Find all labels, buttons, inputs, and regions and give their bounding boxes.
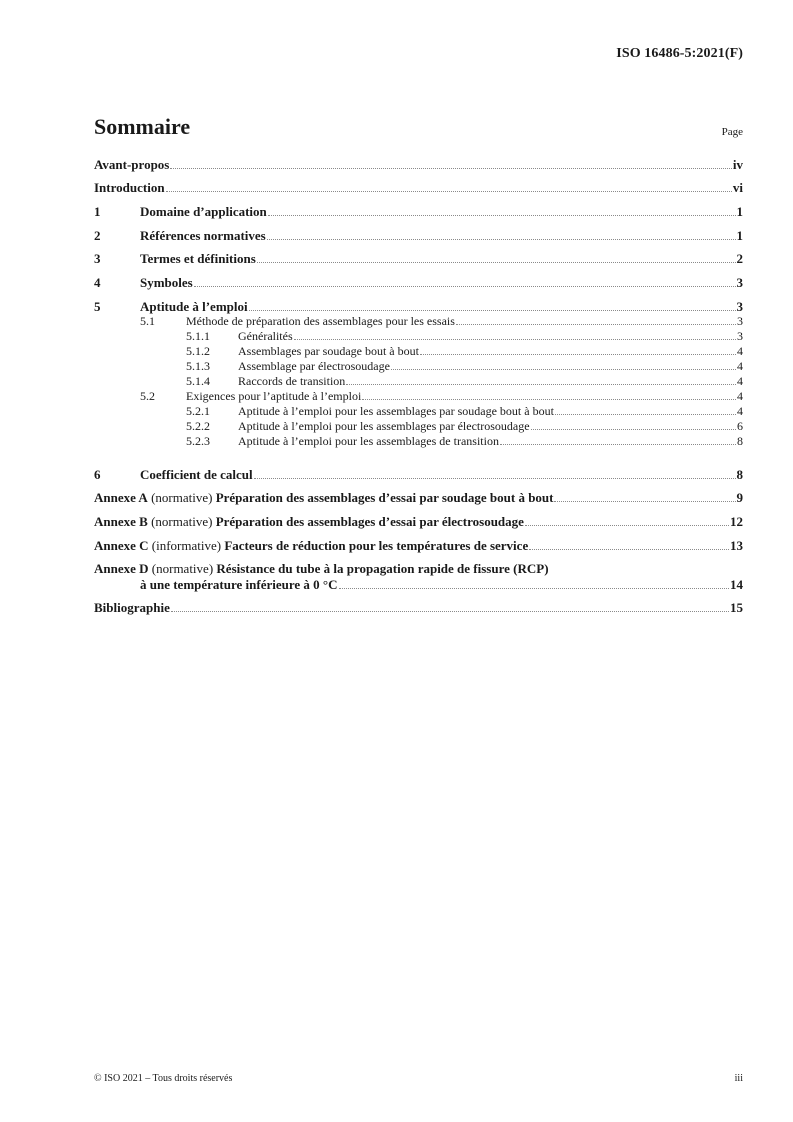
- dot-leader: [500, 444, 736, 445]
- dot-leader: [268, 215, 736, 216]
- toc-entry-page: iv: [732, 157, 743, 172]
- toc-entry-number: 6: [94, 467, 101, 482]
- toc-entry-5-2-3[interactable]: [94, 434, 743, 449]
- dot-leader: [194, 286, 736, 287]
- toc-entry-page: 4: [737, 374, 743, 388]
- toc-entry-page: 3: [737, 314, 743, 328]
- toc-entry-page: 4: [737, 404, 743, 418]
- toc-entry-1[interactable]: [94, 204, 743, 220]
- annex-title: Facteurs de réduction pour les températures de service: [224, 538, 529, 553]
- toc-entry-annex-a[interactable]: [94, 490, 743, 506]
- toc-entry-page: 2: [736, 251, 743, 266]
- annex-title: Préparation des assemblages d’essai par électrosoudage: [215, 514, 524, 529]
- toc-entry-page: 15: [730, 600, 743, 615]
- toc-entry-page: 14: [730, 577, 743, 592]
- dot-leader: [166, 191, 732, 192]
- dot-leader: [171, 611, 729, 612]
- dot-leader: [257, 262, 736, 263]
- toc-entry-page: 13: [730, 538, 743, 553]
- toc-entry-title: Symboles: [140, 275, 193, 290]
- dot-leader: [529, 549, 729, 550]
- toc-title-row: [94, 110, 743, 140]
- toc-entry-number: 5.2: [140, 389, 155, 403]
- toc-entry-page: 8: [736, 467, 743, 482]
- page-number: iii: [734, 1073, 743, 1084]
- toc-entry-5-2-2[interactable]: [94, 419, 743, 434]
- dot-leader: [254, 478, 736, 479]
- toc-entry-number: 5.2.2: [186, 419, 210, 433]
- toc-entry-title: Références normatives: [140, 228, 266, 243]
- toc-entry-5-1[interactable]: [94, 314, 743, 329]
- toc-entry-page: 3: [736, 275, 743, 290]
- annex-label: Annexe D: [94, 561, 149, 576]
- toc-entry-title: Introduction: [94, 180, 165, 195]
- page-footer: [94, 1073, 743, 1087]
- toc-entry-number: 5.2.1: [186, 404, 210, 418]
- toc-entry-5-2-1[interactable]: [94, 404, 743, 419]
- toc-entry-title: Aptitude à l’emploi pour les assemblages par soudage bout à bout: [238, 404, 554, 418]
- toc-entry-page: 4: [737, 389, 743, 403]
- dot-leader: [420, 354, 736, 355]
- annex-type: (normative): [151, 561, 214, 576]
- toc-entry-number: 1: [94, 204, 101, 219]
- toc-entry-number: 5.1.1: [186, 329, 210, 343]
- toc-entry-page: 8: [737, 434, 743, 448]
- toc-entry-introduction[interactable]: [94, 180, 743, 196]
- toc-entry-number: 5.1.4: [186, 374, 210, 388]
- toc-entry-title: Aptitude à l’emploi pour les assemblages de transition: [238, 434, 499, 448]
- toc-entry-6[interactable]: [94, 467, 743, 483]
- toc-entry-5-1-4[interactable]: [94, 374, 743, 389]
- toc-entry-number: 2: [94, 228, 101, 243]
- annex-type: (informative): [151, 538, 222, 553]
- toc-entry-title: Aptitude à l’emploi pour les assemblages par électrosoudage: [238, 419, 530, 433]
- dot-leader: [456, 324, 736, 325]
- toc-entry-number: 3: [94, 251, 101, 266]
- annex-label: Annexe A: [94, 490, 148, 505]
- toc-entry-number: 5.1.3: [186, 359, 210, 373]
- toc-entry-page: 3: [737, 329, 743, 343]
- toc-entry-page: 4: [737, 344, 743, 358]
- annex-type: (normative): [151, 514, 213, 529]
- toc-entry-number: 5.2.3: [186, 434, 210, 448]
- annex-title: Préparation des assemblages d’essai par soudage bout à bout: [215, 490, 554, 505]
- toc-entry-page: 12: [730, 514, 743, 529]
- dot-leader: [391, 369, 736, 370]
- toc-entry-title: Généralités: [238, 329, 293, 343]
- toc-entry-page: 1: [736, 228, 743, 243]
- toc-entry-5[interactable]: [94, 299, 743, 315]
- toc-entry-title: Assemblages par soudage bout à bout: [238, 344, 419, 358]
- toc-entry-page: 9: [736, 490, 743, 505]
- toc-entry-number: 4: [94, 275, 101, 290]
- toc-entry-title: Raccords de transition: [238, 374, 346, 388]
- toc-entry-3[interactable]: [94, 251, 743, 267]
- copyright-notice: © ISO 2021 – Tous droits réservés: [94, 1073, 233, 1084]
- toc-entry-annex-d[interactable]: [94, 561, 743, 577]
- toc-entry-foreword[interactable]: [94, 157, 743, 173]
- toc-entry-bibliography[interactable]: [94, 600, 743, 616]
- dot-leader: [346, 384, 736, 385]
- toc-entry-5-1-3[interactable]: [94, 359, 743, 374]
- toc-entry-annex-b[interactable]: [94, 514, 743, 530]
- document-reference: ISO 16486-5:2021(F): [616, 46, 743, 61]
- toc-entry-title: Assemblage par électrosoudage: [238, 359, 390, 373]
- toc-entry-5-2[interactable]: [94, 389, 743, 404]
- toc-title: Sommaire: [94, 114, 191, 139]
- dot-leader: [170, 168, 732, 169]
- toc-entry-page: 3: [736, 299, 743, 314]
- toc-entry-annex-c[interactable]: [94, 538, 743, 554]
- dot-leader: [555, 414, 736, 415]
- dot-leader: [525, 525, 729, 526]
- toc-entry-number: 5: [94, 299, 101, 314]
- dot-leader: [294, 339, 736, 340]
- toc-entry-2[interactable]: [94, 228, 743, 244]
- annex-title-continued: à une température inférieure à 0 °C: [140, 577, 338, 592]
- toc-entry-title: Termes et définitions: [140, 251, 256, 266]
- toc-entry-title: Exigences pour l’aptitude à l’emploi: [186, 389, 362, 403]
- toc-entry-title: Domaine d’application: [140, 204, 267, 219]
- toc-entry-5-1-1[interactable]: [94, 329, 743, 344]
- toc-entry-page: vi: [732, 180, 743, 195]
- toc-entry-page: 1: [736, 204, 743, 219]
- dot-leader: [267, 239, 736, 240]
- toc-entry-number: 5.1: [140, 314, 155, 328]
- dot-leader: [339, 588, 729, 589]
- dot-leader: [554, 501, 735, 502]
- annex-title: Résistance du tube à la propagation rapide de fissure (RCP): [216, 561, 549, 576]
- toc-entry-annex-d-line2[interactable]: [94, 577, 743, 593]
- toc-entry-title: Bibliographie: [94, 600, 170, 615]
- toc-entry-title: Coefficient de calcul: [140, 467, 253, 482]
- toc-entry-4[interactable]: [94, 275, 743, 291]
- annex-label: Annexe B: [94, 514, 148, 529]
- annex-type: (normative): [151, 490, 213, 505]
- page-column-label: Page: [721, 126, 743, 138]
- dot-leader: [362, 399, 736, 400]
- toc-entry-title: Méthode de préparation des assemblages pour les essais: [186, 314, 455, 328]
- toc-entry-5-1-2[interactable]: [94, 344, 743, 359]
- toc-entry-page: 6: [737, 419, 743, 433]
- dot-leader: [249, 310, 736, 311]
- toc-entry-title: Avant-propos: [94, 157, 170, 172]
- annex-label: Annexe C: [94, 538, 149, 553]
- dot-leader: [531, 429, 736, 430]
- toc-entry-title: Aptitude à l’emploi: [140, 299, 248, 314]
- toc-entry-number: 5.1.2: [186, 344, 210, 358]
- toc-entry-page: 4: [737, 359, 743, 373]
